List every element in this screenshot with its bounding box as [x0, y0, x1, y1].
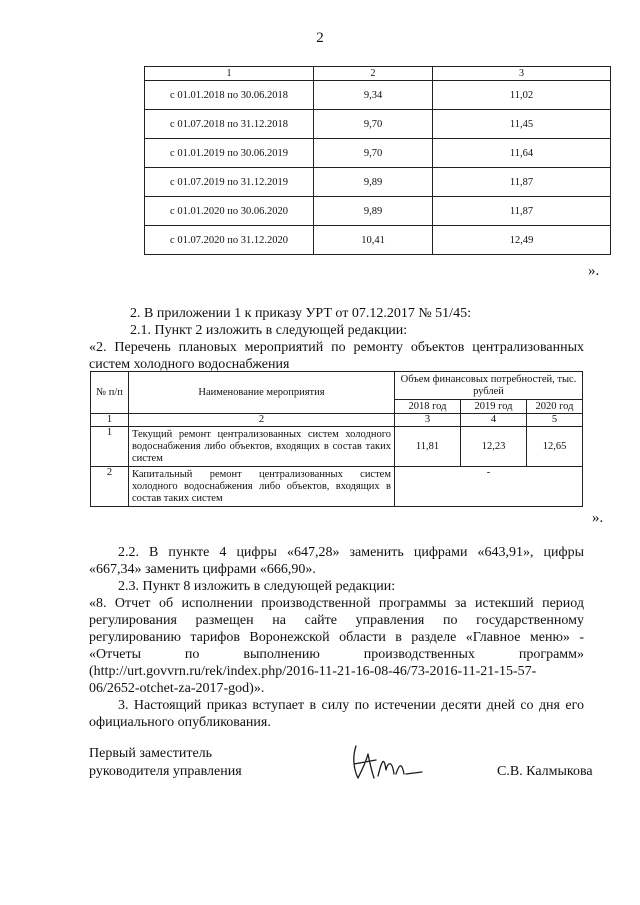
value-cell: 12,49: [433, 226, 611, 255]
table-row: [145, 139, 611, 168]
section-title-line-2: систем холодного водоснабжения: [89, 357, 290, 372]
item-8-line: регулирования размещен на сайте управления по государственному: [89, 613, 584, 628]
measure-name: Текущий ремонт централизованных систем холодного водоснабжения либо объектов, входящих в состав таких систем: [129, 427, 395, 467]
measure-name: Капитальный ремонт централизованных систем холодного водоснабжения либо объектов, входящих в состав таких систем: [129, 467, 395, 507]
value-cell: 9,34: [314, 81, 433, 110]
tariff-table: [144, 66, 611, 255]
table-header-cell: 2: [314, 67, 433, 81]
table-row: [145, 81, 611, 110]
period-cell: с 01.01.2019 по 30.06.2019: [145, 139, 314, 168]
table-header-cell: 3: [433, 67, 611, 81]
item-8-line: «8. Отчет об исполнении производственной программы за истекший период: [89, 596, 584, 611]
item-8-line: (http://urt.govvrn.ru/rek/index.php/2016-11-21-16-08-46/73-2016-11-21-15-57-: [89, 664, 537, 679]
table-row: [145, 226, 611, 255]
period-cell: с 01.07.2019 по 31.12.2019: [145, 168, 314, 197]
table-index-row: [91, 414, 583, 427]
index-cell: 3: [395, 414, 461, 427]
table-header-cell: 1: [145, 67, 314, 81]
signatory-title-line-2: руководителя управления: [89, 764, 242, 779]
handwritten-signature: [350, 740, 430, 785]
value-cell: 11,87: [433, 197, 611, 226]
header-volume: Объем финансовых потребностей, тыс. рублей: [395, 372, 583, 400]
value-cell: 10,41: [314, 226, 433, 255]
table-row: [91, 467, 583, 507]
value-cell: 9,70: [314, 139, 433, 168]
paragraph-2-1: 2.1. Пункт 2 изложить в следующей редакции:: [130, 323, 408, 338]
index-cell: 5: [527, 414, 583, 427]
value-cell: 9,89: [314, 168, 433, 197]
paragraph-3-line-2: официального опубликования.: [89, 715, 271, 730]
value-2018: 11,81: [395, 427, 461, 467]
row-number: 2: [91, 467, 129, 507]
index-cell: 4: [461, 414, 527, 427]
period-cell: с 01.07.2020 по 31.12.2020: [145, 226, 314, 255]
signatory-title: [89, 745, 242, 781]
period-cell: с 01.07.2018 по 31.12.2018: [145, 110, 314, 139]
table-header-row: [145, 67, 611, 81]
paragraph-2-2-line-2: «667,34» заменить цифрами «666,90».: [89, 562, 316, 577]
header-name: Наименование мероприятия: [129, 372, 395, 414]
value-cell: 11,64: [433, 139, 611, 168]
value-cell: 11,45: [433, 110, 611, 139]
value-cell: 9,89: [314, 197, 433, 226]
value-2019: 12,23: [461, 427, 527, 467]
item-8-line: регулированию тарифов Воронежской области в разделе «Главное меню» -: [89, 630, 584, 645]
closing-quote: ».: [592, 510, 604, 526]
table-row: [145, 197, 611, 226]
item-8-line: 06/2652-otchet-za-2017-god)».: [89, 681, 265, 696]
dash-cell: -: [395, 467, 583, 507]
paragraph-3-line-1: 3. Настоящий приказ вступает в силу по истечении десяти дней со дня его: [118, 698, 584, 713]
table-header-row: [91, 372, 583, 400]
value-cell: 11,87: [433, 168, 611, 197]
header-number: № п/п: [91, 372, 129, 414]
table-row: [145, 168, 611, 197]
value-2020: 12,65: [527, 427, 583, 467]
period-cell: с 01.01.2020 по 30.06.2020: [145, 197, 314, 226]
index-cell: 2: [129, 414, 395, 427]
row-number: 1: [91, 427, 129, 467]
paragraph-2-3: 2.3. Пункт 8 изложить в следующей редакции:: [118, 579, 396, 594]
table-row: [91, 427, 583, 467]
header-year: 2020 год: [527, 400, 583, 414]
period-cell: с 01.01.2018 по 30.06.2018: [145, 81, 314, 110]
page-number: 2: [316, 30, 324, 46]
value-cell: 11,02: [433, 81, 611, 110]
paragraph-2-2-line-1: 2.2. В пункте 4 цифры «647,28» заменить цифрами «643,91», цифры: [118, 545, 584, 560]
item-8-line: «Отчеты по выполнению производственных программ»: [89, 647, 584, 662]
value-cell: 9,70: [314, 110, 433, 139]
measures-table: [90, 371, 583, 507]
signatory-name: С.В. Калмыкова: [497, 764, 593, 779]
section-title-line-1: «2. Перечень плановых мероприятий по ремонту объектов централизованных: [89, 340, 584, 355]
signatory-title-line-1: Первый заместитель: [89, 746, 213, 761]
closing-quote: ».: [588, 263, 600, 279]
index-cell: 1: [91, 414, 129, 427]
paragraph-2: 2. В приложении 1 к приказу УРТ от 07.12.2017 № 51/45:: [130, 306, 471, 321]
table-row: [145, 110, 611, 139]
header-year: 2018 год: [395, 400, 461, 414]
header-year: 2019 год: [461, 400, 527, 414]
